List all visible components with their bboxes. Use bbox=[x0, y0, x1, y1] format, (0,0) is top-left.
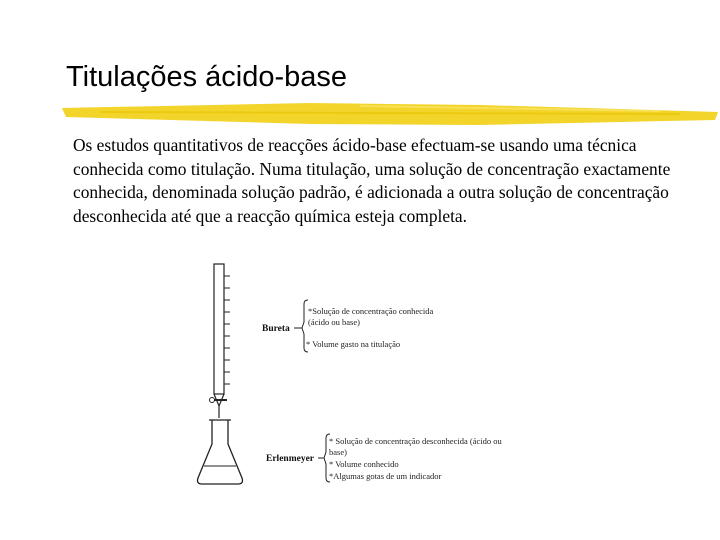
slide-title: Titulações ácido-base bbox=[66, 61, 348, 93]
title-underline-brush bbox=[60, 100, 720, 134]
flask-note-known-volume: * Volume conhecido bbox=[329, 459, 399, 469]
burette-annotation bbox=[262, 300, 434, 352]
burette-note-volume-spent: * Volume gasto na titulação bbox=[306, 339, 401, 349]
erlenmeyer-flask-illustration bbox=[198, 420, 243, 484]
burette-note-known-solution: *Solução de concentração conhecida bbox=[308, 306, 434, 316]
burette-label: Bureta bbox=[262, 324, 290, 334]
intro-paragraph: Os estudos quantitativos de reacções ácido-base efectuam-se usando uma técnica conhecida como titulação. Numa titulação, uma solução de concentração exactamente conhecida, denominada solução padrão, é adicionada a outra solução de concentração desconhecida até que a reacção química esteja completa. bbox=[73, 135, 671, 226]
flask-note-base: base) bbox=[329, 447, 347, 457]
flask-label: Erlenmeyer bbox=[266, 454, 315, 464]
burette-note-acid-or-base: (ácido ou base) bbox=[308, 317, 360, 327]
burette-illustration bbox=[210, 264, 231, 418]
flask-note-indicator: *Algumas gotas de um indicador bbox=[329, 471, 442, 481]
titration-diagram bbox=[190, 256, 530, 496]
flask-annotation bbox=[266, 434, 503, 482]
flask-note-unknown-solution: * Solução de concentração desconhecida (ácido ou bbox=[329, 436, 502, 446]
